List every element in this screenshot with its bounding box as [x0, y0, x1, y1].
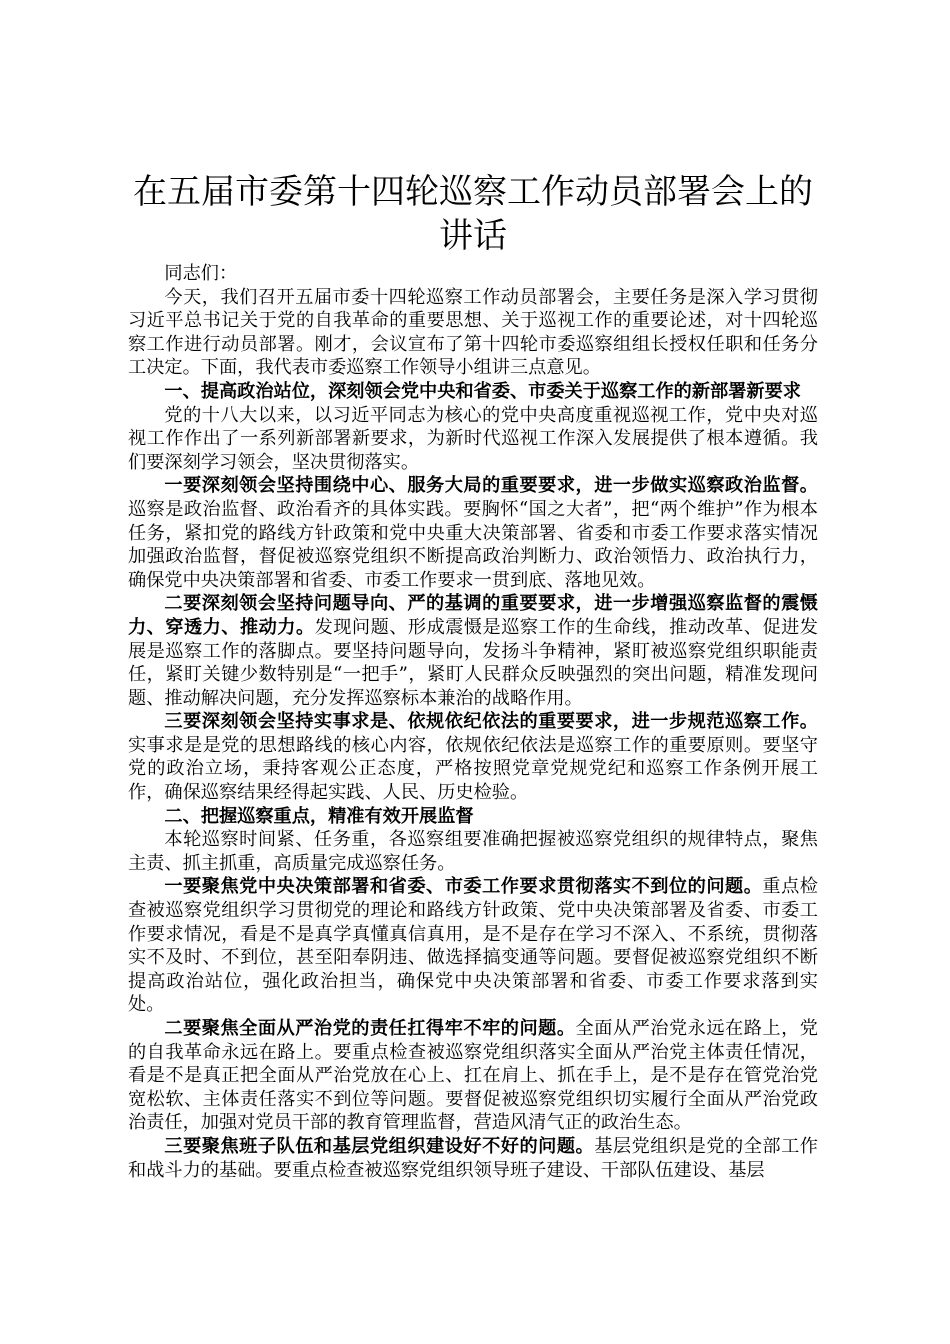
intro-paragraph: 今天，我们召开五届市委十四轮巡察工作动员部署会，主要任务是深入学习贯彻习近平总书记关于党的自我革命的重要思想、关于巡视工作的重要论述，对十四轮巡察工作进行动员部署。刚才，会议宣布了第十四轮市委巡察组组长授权任职和任务分工决定。下面，我代表市委巡察工作领导小组讲三点意见。	[128, 286, 818, 379]
section-1-heading: 一、提高政治站位，深刻领会党中央和省委、市委关于巡察工作的新部署新要求	[164, 380, 801, 402]
point-text: 重点检查被巡察党组织学习贯彻党的理论和路线方针政策、党中央决策部署及省委、市委工作要求情况，看是不是真学真懂真信真用，是不是存在学习不深入、不系统，贯彻落实不及时、不到位，甚至阳奉阴违、做选择搞变通等问题。要督促被巡察党组织不断提高政治站位，强化政治担当，确保党中央决策部署和省委、市委工作要求落到实处。	[128, 876, 818, 1016]
point-lead: 三要聚焦班子队伍和基层党组织建设好不好的问题。	[164, 1135, 595, 1157]
section-1-point-3	[128, 710, 818, 804]
document-title: 在五届市委第十四轮巡察工作动员部署会上的讲话	[133, 172, 813, 256]
point-lead: 一要深刻领会坚持围绕中心、服务大局的重要要求，进一步做实巡察政治监督。	[164, 475, 818, 497]
greeting: 同志们：	[164, 263, 238, 284]
section-1-paragraph: 党的十八大以来，以习近平同志为核心的党中央高度重视巡视工作，党中央对巡视工作作出了一系列新部署新要求，为新时代巡视工作深入发展提供了根本遵循。我们要深刻学习领会，坚决贯彻落实。	[128, 404, 818, 473]
section-2-point-1	[128, 875, 818, 1017]
document-body	[128, 262, 818, 1182]
point-text: 全面从严治党永远在路上，党的自我革命永远在路上。要重点检查被巡察党组织落实全面从严治党主体责任情况，看是不是真正把全面从严治党放在心上、扛在肩上、抓在手上，是不是存在管党治党宽松软、主体责任落实不到位等问题。要督促被巡察党组织切实履行全面从严治党政治责任，加强对党员干部的教育管理监督，营造风清气正的政治生态。	[128, 1018, 818, 1134]
section-1-point-2	[128, 592, 818, 710]
section-2-paragraph: 本轮巡察时间紧、任务重，各巡察组要准确把握被巡察党组织的规律特点，聚焦主责、抓主抓重，高质量完成巡察任务。	[128, 829, 818, 874]
section-2-heading: 二、把握巡察重点，精准有效开展监督	[164, 805, 474, 827]
section-2-point-3	[128, 1135, 818, 1182]
point-lead: 二要深刻领会坚持问题导向、严的基调的重要要求，进一步增强巡察监督的震慑力、穿透力、推动力。	[128, 593, 818, 638]
point-text: 巡察是政治监督、政治看齐的具体实践。要胸怀“国之大者”，把“两个维护”作为根本任务，紧扣党的路线方针政策和党中央重大决策部署、省委和市委工作要求落实情况加强政治监督，督促被巡察党组织不断提高政治判断力、政治领悟力、政治执行力，确保党中央决策部署和省委、市委工作要求一贯到底、落地见效。	[128, 498, 818, 591]
section-2-point-2	[128, 1017, 818, 1135]
point-text: 基层党组织是党的全部工作和战斗力的基础。要重点检查被巡察党组织领导班子建设、干部队伍建设、基层	[128, 1135, 818, 1181]
point-lead: 三要深刻领会坚持实事求是、依规依纪依法的重要要求，进一步规范巡察工作。	[164, 711, 818, 733]
document-page	[128, 170, 818, 1182]
point-lead: 二要聚焦全面从严治党的责任扛得牢不牢的问题。	[164, 1018, 576, 1039]
point-lead: 一要聚焦党中央决策部署和省委、市委工作要求贯彻落实不到位的问题。	[164, 876, 763, 898]
section-1-point-1	[128, 474, 818, 592]
point-text: 发现问题、形成震慑是巡察工作的生命线，推动改革、促进发展是巡察工作的落脚点。要坚持问题导向，发扬斗争精神，紧盯被巡察党组织职能责任，紧盯关键少数特别是“一把手”，紧盯人民群众反映强烈的突出问题，精准发现问题、推动解决问题，充分发挥巡察标本兼治的战略作用。	[128, 616, 818, 709]
point-text: 实事求是是党的思想路线的核心内容，依规依纪依法是巡察工作的重要原则。要坚守党的政治立场，秉持客观公正态度，严格按照党章党规党纪和巡察工作条例开展工作，确保巡察结果经得起实践、人民、历史检验。	[128, 734, 818, 804]
